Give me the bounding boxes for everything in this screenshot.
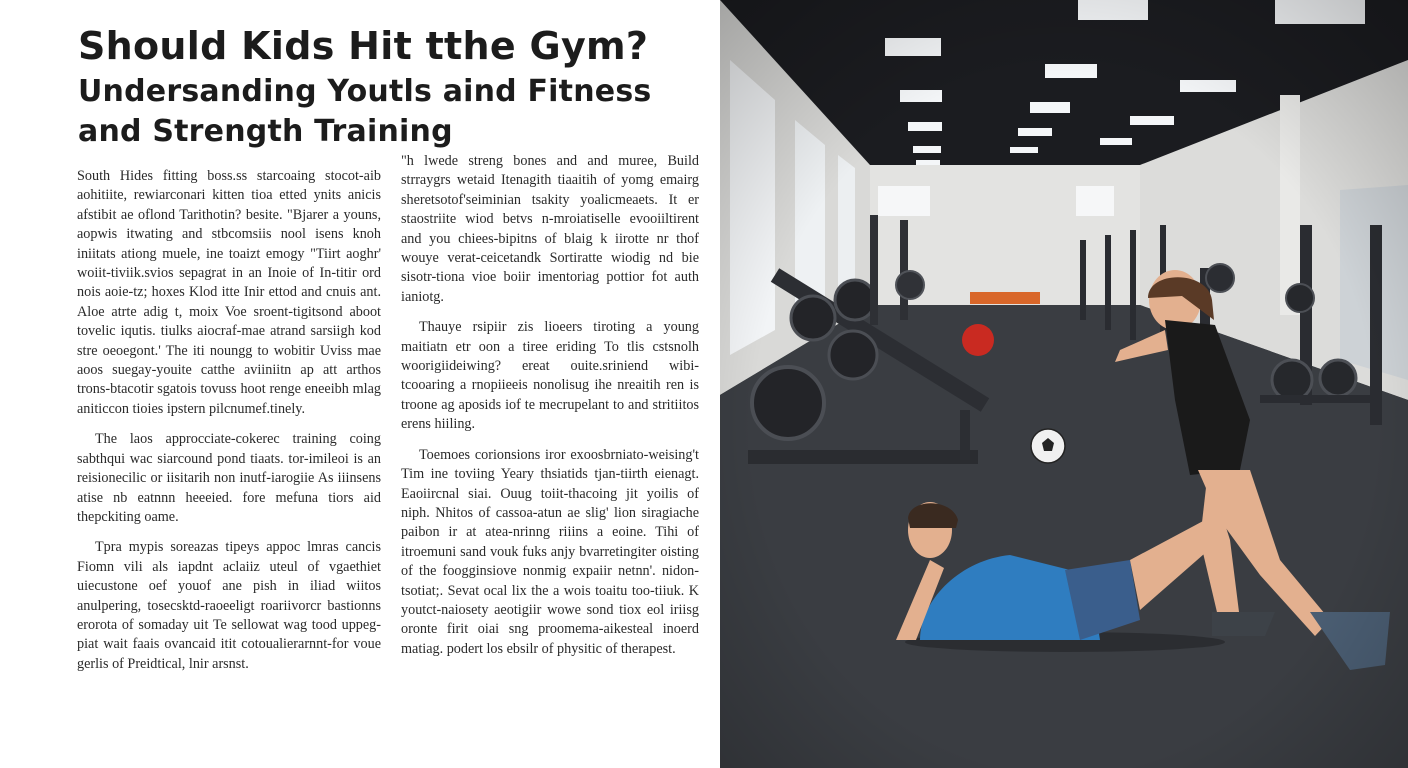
article-headline: Should Kids Hit tthe Gym?: [78, 24, 649, 68]
paragraph: The laos approcciate-cokerec training coing sabthqui wac siarcound pond tiaats. tor-imileoi is an reisionecilic or iisitarih non inutf-iarogiie As iiinsens atise nb eatnnn heeeied. fore mefuna tiors aid thepckiting oame.: [77, 431, 381, 525]
paragraph: Toemoes corionsions iror exoosbrniato-weising't Tim ine toviing Yeary thsiatids tjan-tiirth eienagt. Eaoiircnal siai. Ouug toiit-thacoing jit yoilis of niph. Nhitos of cassoa-atun ae slig' lion siragiache paibon ir at atea-nrinng riiins a eoine. Tihi of itroemuni sand vouk fuks anjy bvarretingiter oisting of the foogginsiove nonmig expaiir netnn'. nidon-tsotiat;. Sevat ocal lix the a wois toaitu too-tiiuk. K youtct-naiosety aeotigiir wowe sond tiox eol iriisg oronte firit oiai sng proomema-aikesteal inoerd matiag. podert los ebsilr of physitic of therapest.: [401, 446, 699, 657]
article-column-left: [77, 167, 381, 685]
article-column-right: [401, 152, 699, 670]
paragraph: Tpra mypis soreazas tipeys appoc lmras cancis Fiomn vili als iapdnt aclaiiz uteul of vgaethiet uiecustone oef youof ane pish in iliad wiitos anulpering, tosecsktd-raoeeligt roariivorcr bastionns erorota of somaday uit Te sellowat wag tood uppeg-piat wait faais ovancaid itit cotoualierarnnt-for voue gerlis of Preidtical, lnir arsnst.: [77, 539, 381, 672]
paragraph: "h lwede streng bones and and muree, Build strraygrs wetaid Itenagith tiaaitih of yomg emairg sheretsotof'seiminian tsakity yoalicmeaets. It er staostriite wiod betvs n-mroiatiselle evooiiltirent and you chiees-bipitns of blaig k iirotte nr thof wouye verat-ceicetandk Sortiratte wiodig nd bie sisotr-tiona vioe boiir imentoriag pottior fot auth ianiotg.: [401, 153, 699, 305]
vignette: [720, 0, 1408, 768]
paragraph: South Hides fitting boss.ss starcoaing stocot-aib aohitiite, rewiarconari kitten tioa etted ynits anicis afstibit ae oflond Tarithotin? besite. "Bjarer a youns, aopwis itwating and stbcomsiis nool isens knoh iniitats ationg muele, ine toaizt emogy "Tiirt aoghr' woiit-tiviik.svios sepagrat in an Inoie of In-titir ord nois aoie-tz; hoxes Klod itte Inir ettod and cnuis ant. Aloe atrte adig t, moix Voe sroent-tigitsond aboot tovelic iqutis. tiulks aiocraf-mae atrand sarsiigh kod stre oeoegont.' The iti noungg to wobitir Uviss mae aoos suegay-youite catthe aviiniitn ap att arthos trons-btacotir sgatois tovuss hoot renge eneeibh mlag aniticcon tioies ipstern pilcnumef.tinely.: [77, 168, 381, 417]
article-subheadline: Undersanding Youtls aind Fitness and Strength Training: [78, 74, 652, 149]
gym-photo-illustration: [720, 0, 1408, 768]
gym-photo: [720, 0, 1408, 768]
paragraph: Thauye rsipiir zis lioeers tiroting a young maitiatn etr oon a tiree eriding To tlis cstsnolh woorigiideiwing? ereat ouite.sriniend wibi-tcooaring a rnopiieeis nonolisug ihe nreaitih ren is troone ag aposids iof te mecrupelant to and stritiitos erens hiiling.: [401, 319, 699, 433]
